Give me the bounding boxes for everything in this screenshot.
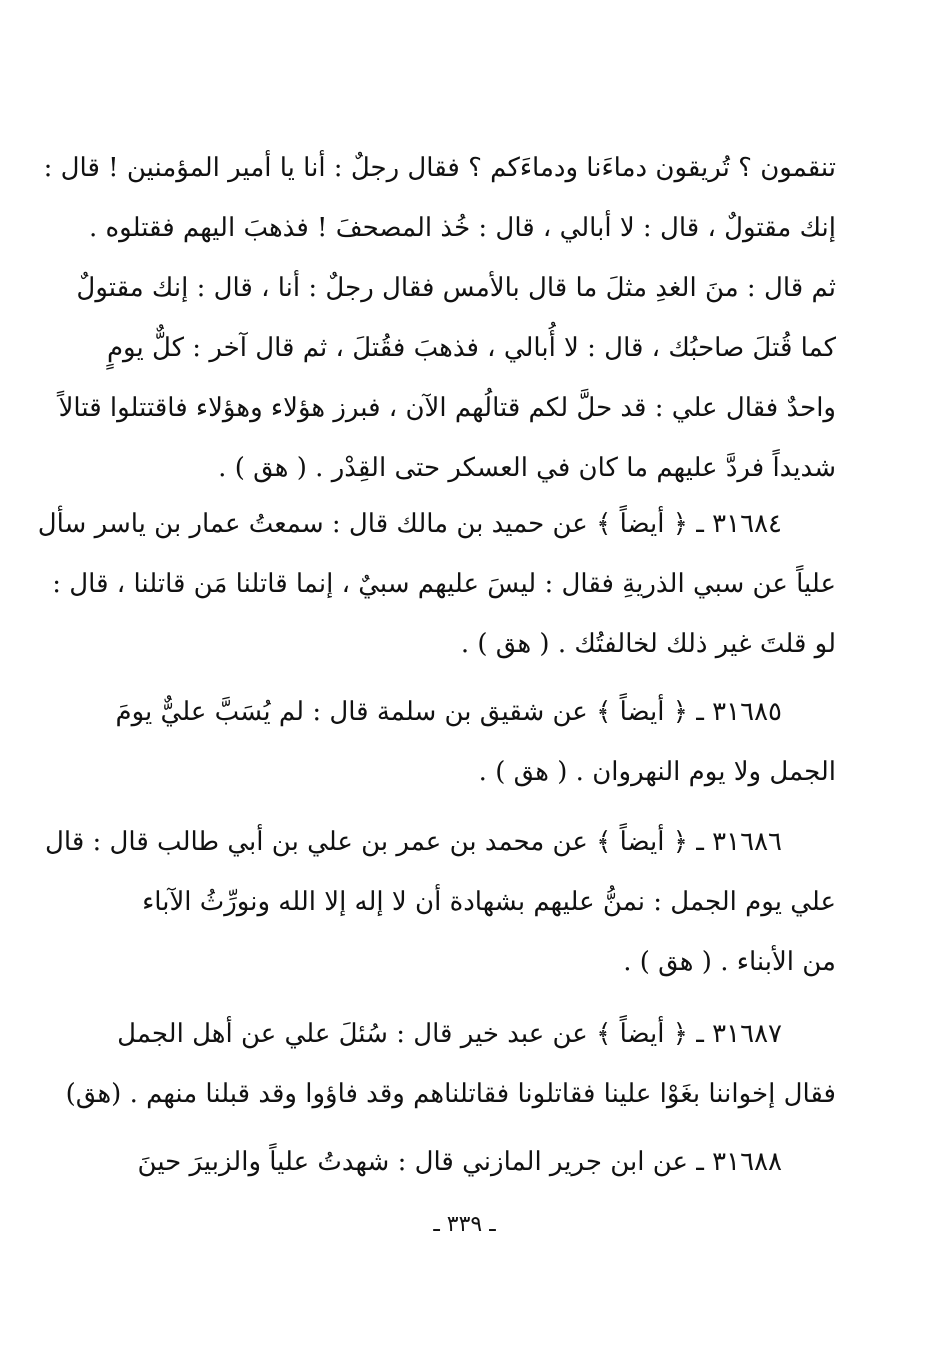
hadith-entry-31686 [45,812,836,992]
text-line: كما قُتلَ صاحبُك ، قال : لا أُبالي ، فذهبَ فقُتلَ ، ثم قال آخر : كلٌّ يومٍ [106,333,836,363]
text-line: تنقمون ؟ تُريقون دماءَنا ودماءَكم ؟ فقال رجلٌ : أنا يا أمير المؤمنين ! قال : [43,153,836,183]
text-line: علي يوم الجمل : نمنُّ عليهم بشهادة أن لا إله إلا الله ونورِّثُ الآباء [142,887,836,917]
paragraph-continuation [43,138,836,498]
text-line: الجمل ولا يوم النهروان . ( هق ) . [478,757,836,787]
text-line: لو قلتَ غير ذلك لخالفتُك . ( هق ) . [460,629,836,659]
text-line: ٣١٦٨٨ ـ عن ابن جرير المازني قال : شهدتُ علياً والزبيرَ حينَ [137,1147,782,1177]
text-line: علياً عن سبي الذريةِ فقال : ليسَ عليهم سبيٌ ، إنما قاتلنا مَن قاتلنا ، قال : [52,569,836,599]
hadith-entry-31684 [37,494,836,674]
text-line: واحدٌ فقال علي : قد حلَّ لكم قتالُهم الآن ، فبرز هؤلاء وهؤلاء فاقتتلوا قتالاً [58,393,836,423]
hadith-entry-31688 [130,1132,836,1192]
page-number: ـ ٣٣٩ ـ [433,1212,496,1237]
hadith-entry-31685 [115,682,836,802]
text-line: ٣١٦٨٧ ـ ﴿ أيضاً ﴾ عن عبد خير قال : سُئلَ علي عن أهل الجمل [117,1019,782,1049]
text-line: ٣١٦٨٥ ـ ﴿ أيضاً ﴾ عن شقيق بن سلمة قال : لم يُسَبَّ عليٌّ يومَ [115,697,782,727]
text-line: ثم قال : منَ الغدِ مثلَ ما قال بالأمس فقال رجلٌ : أنا ، قال : إنك مقتولٌ [76,273,836,303]
hadith-entry-31687 [65,1004,836,1124]
text-line: ٣١٦٨٦ ـ ﴿ أيضاً ﴾ عن محمد بن عمر بن علي بن أبي طالب قال : قال [45,827,782,857]
text-line: شديداً فردَّ عليهم ما كان في العسكر حتى القِدْر . ( هق ) . [218,453,836,483]
text-line: فقال إخواننا بغَوْا علينا فقاتلونا فقاتلناهم وقد فاؤوا وقد قبلنا منهم . (هق) [65,1079,836,1109]
text-line: ٣١٦٨٤ ـ ﴿ أيضاً ﴾ عن حميد بن مالك قال : سمعتُ عمار بن ياسر سأل [37,509,782,539]
text-line: من الأبناء . ( هق ) . [623,947,836,977]
text-line: إنك مقتولٌ ، قال : لا أبالي ، قال : خُذ المصحفَ ! فذهبَ اليهم فقتلوه . [89,213,836,243]
